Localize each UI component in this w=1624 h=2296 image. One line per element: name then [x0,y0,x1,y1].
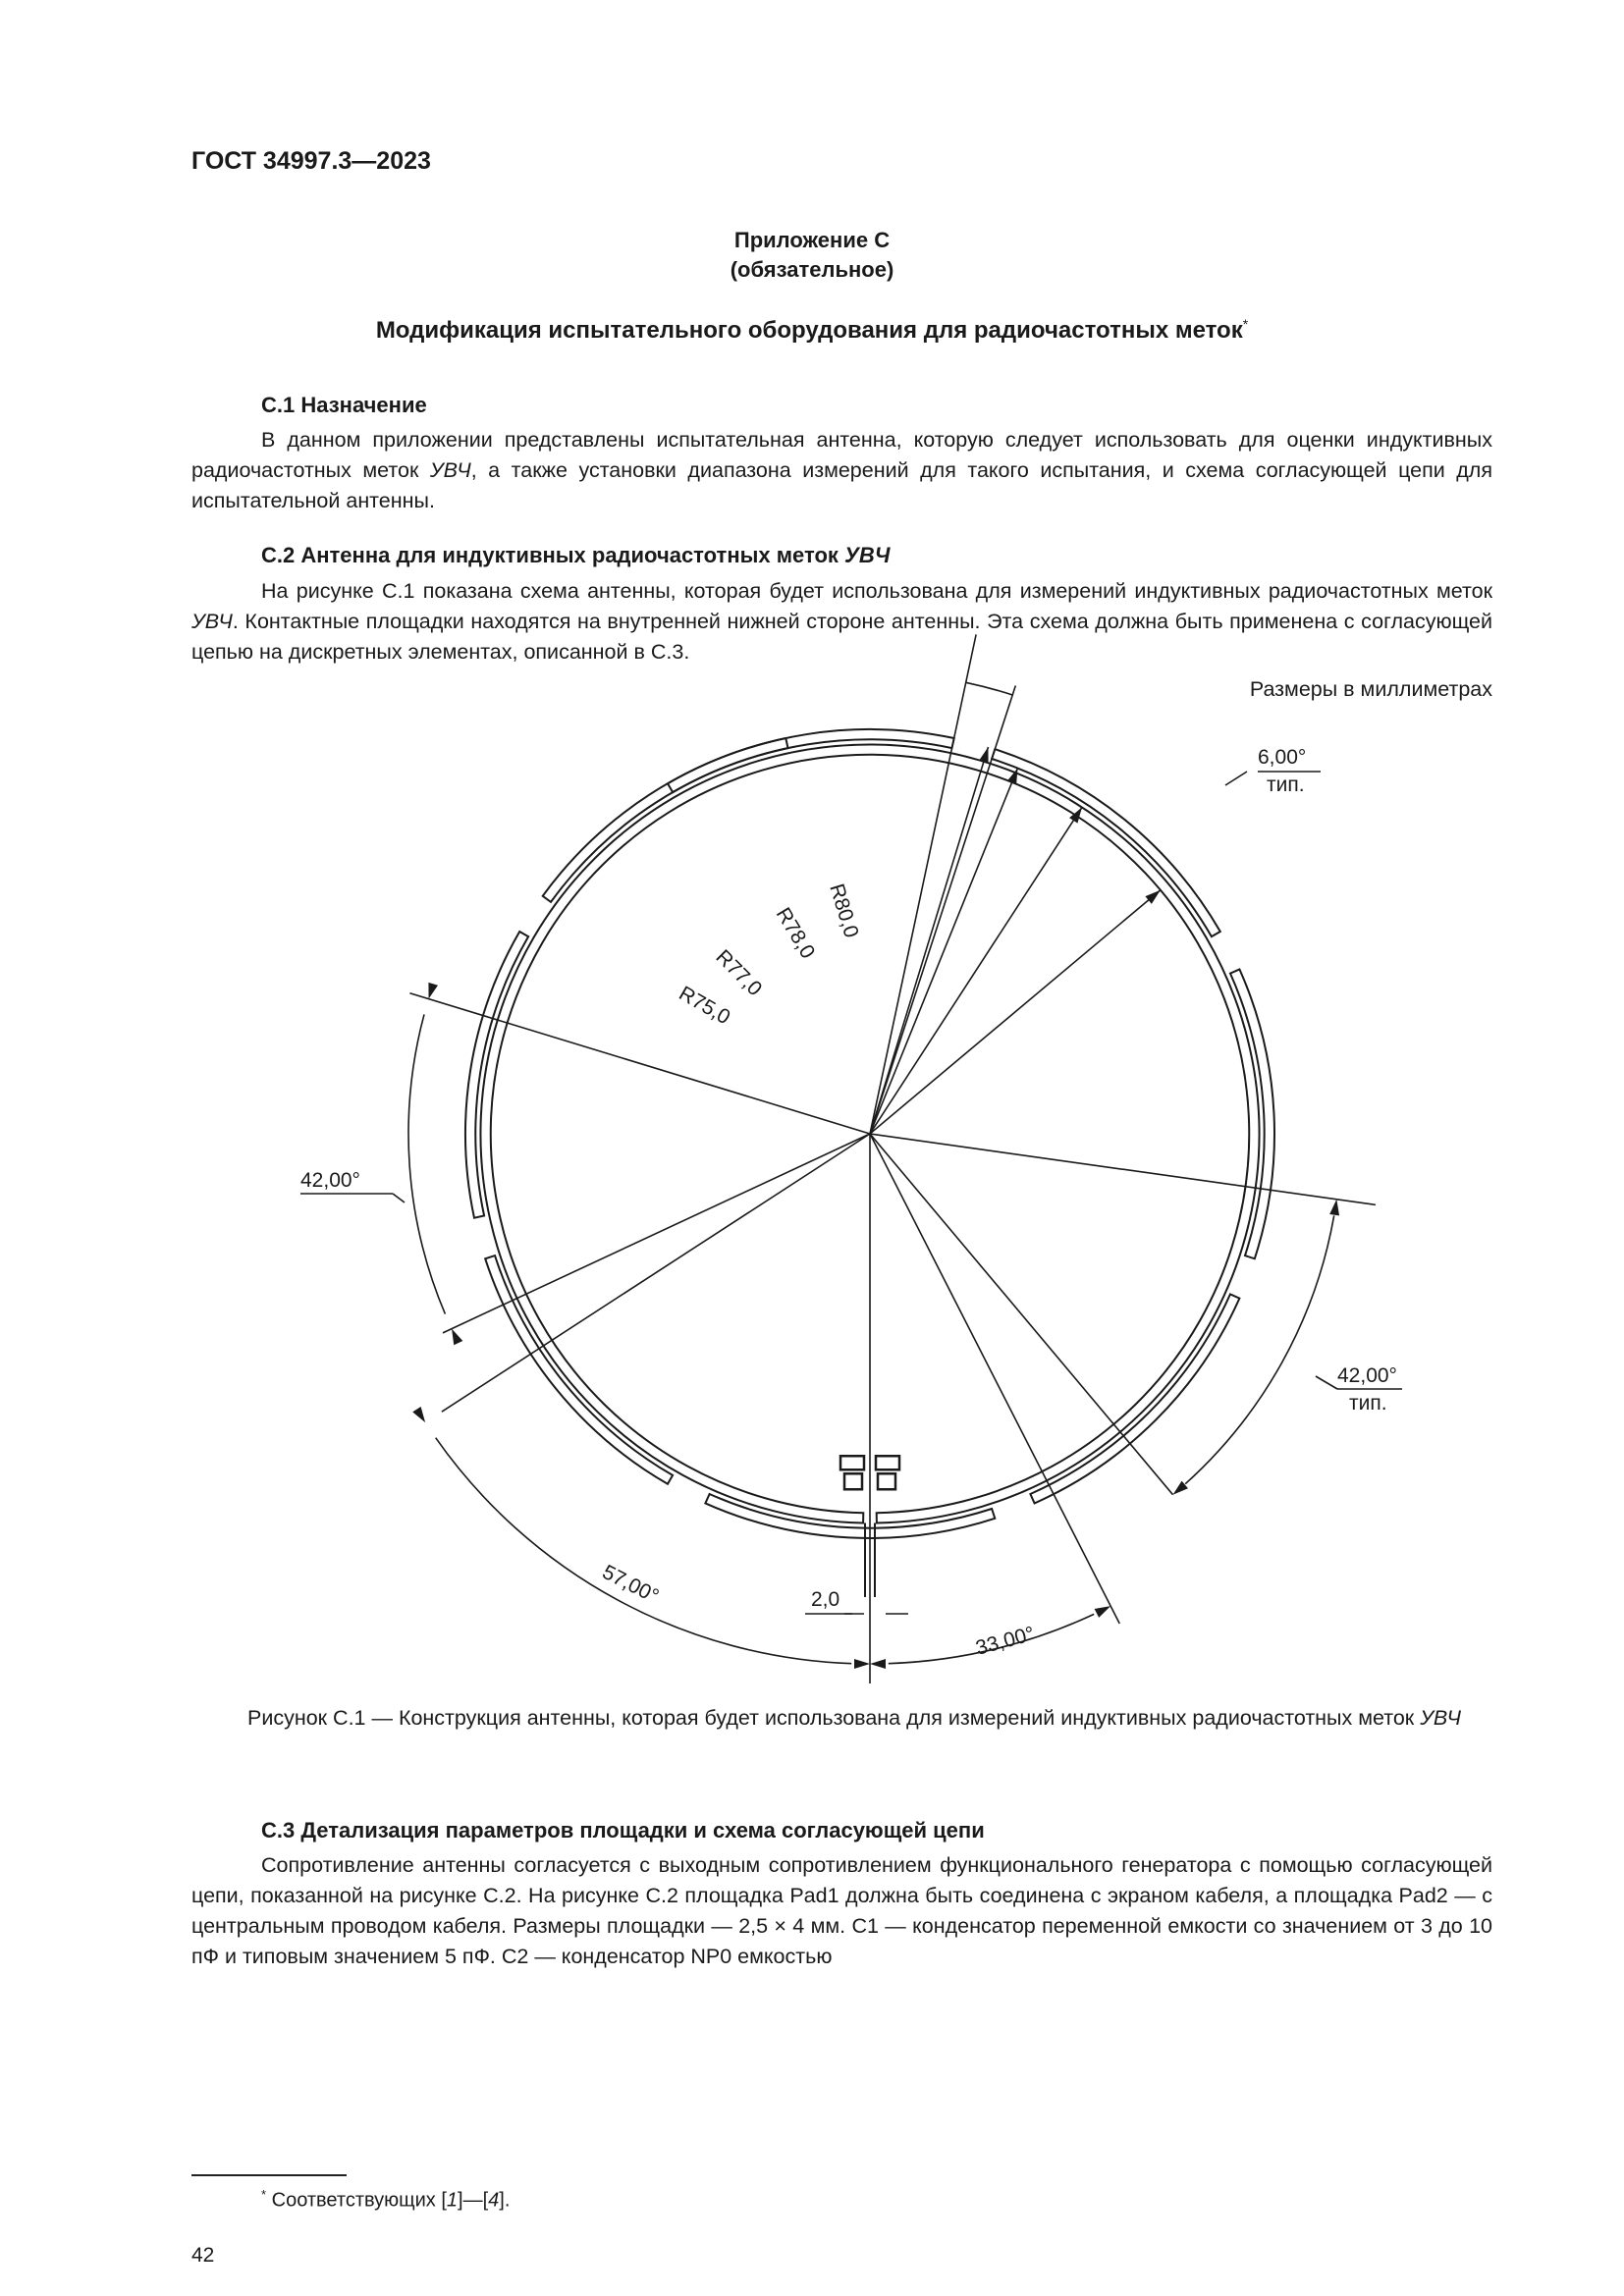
annex-label: Приложение С [733,228,891,252]
dim-arrow [428,983,438,999]
document-header: ГОСТ 34997.3—2023 [191,147,431,175]
dim-arrow [1329,1200,1339,1216]
radius-arrow [979,747,989,764]
radius-label-r75: R75,0 [675,982,734,1030]
dim-arrow [1095,1606,1111,1618]
c2-text-b: . Контактные площадки находятся на внутренней нижней стороне антенны. Эта схема должна быть применена с согласующей цепью на дискретных элементах, описанной в С.3. [191,610,1492,664]
footnote-separator [191,2174,347,2176]
footnote-mark-ref: * [261,2187,267,2202]
extension-line [870,1134,1173,1495]
radius-leader [870,747,988,1134]
radius-arrow [1069,807,1082,823]
dim-arc-left [408,1014,445,1313]
contact-pad [878,1473,895,1489]
extension-line [870,1134,1119,1624]
dim-arc-gap [966,682,1012,695]
section-c1-heading: С.1 Назначение [261,393,427,417]
label-leader [393,1194,405,1202]
radius-leader [870,807,1082,1134]
page-number: 42 [191,2244,215,2267]
footnote-text: Соответствующих [ [271,2189,447,2212]
pad-gap-label: 2,0 [811,1588,840,1611]
c2-text-a: На рисунке С.1 показана схема антенны, которая будет использована для измерений индуктивных радиочастотных меток [261,579,1492,603]
footnote [261,2187,510,2213]
radius-leader [870,769,1017,1134]
angle-label-left: 42,00° [300,1169,360,1192]
angle-label-bottom-right: 33,00° [973,1622,1038,1660]
contact-pad [840,1456,864,1469]
c1-text-em: УВЧ [429,458,471,482]
c2-text-em: УВЧ [191,610,233,633]
angle-label-gap-sub: тип. [1267,774,1305,796]
annex-status: (обязательное) [730,257,894,282]
label-leader [1225,772,1247,785]
footnote-ref-1: 1 [446,2189,459,2212]
angle-label-right: 42,00° [1337,1364,1397,1387]
footnote-ref-2: 4 [488,2189,500,2212]
extension-line [443,1134,870,1333]
radius-label-r78: R78,0 [771,903,820,963]
dim-arrow [854,1659,870,1669]
contact-pad [876,1456,899,1469]
footnote-end: ]. [499,2189,511,2212]
dim-arc-bottom-left [436,1438,852,1664]
caption-text: Рисунок С.1 — Конструкция антенны, которая будет использована для измерений индуктивных радиочастотных меток [246,1706,1421,1730]
extension-line [870,1134,1376,1204]
contact-pad [844,1473,862,1489]
extension-line [409,993,870,1134]
radius-label-r80: R80,0 [825,881,863,941]
c1-text-a: В данном приложении представлены испытательная антенна, которую следует использовать для оценки индуктивных радиочастотных меток [191,428,1492,482]
c1-text-b: , а также установки диапазона измерений для такого испытания, и схема согласующей цепи для испытательной антенны. [191,458,1492,512]
section-c3-heading: С.3 Детализация параметров площадки и схема согласующей цепи [261,1818,985,1842]
footnote-mark: * [1242,316,1249,332]
outer-segment [465,932,528,1218]
angle-label-gap: 6,00° [1258,746,1307,769]
outer-segment [705,1494,995,1538]
angle-label-right-sub: тип. [1349,1392,1387,1415]
outer-segment [1230,969,1274,1258]
c2-heading-text: С.2 Антенна для индуктивных радиочастотных меток [261,543,845,567]
footnote-mid: ]—[ [458,2189,489,2212]
label-leader [1316,1376,1337,1389]
annex-title-text: Модификация испытательного оборудования для радиочастотных меток [375,317,1243,344]
section-c3-paragraph: Сопротивление антенны согласуется с выходным сопротивлением функционального генератора с помощью согласующей цепи, показанной на рисунке С.2. На рисунке С.2 площадка Pad1 должна быть соединена с экраном кабеля, а площадка Pad2 — с центральным проводом кабеля. Размеры площадки — 2,5 × 4 мм. С1 — конденсатор переменной емкости со значением от 3 до 10 пФ и типовым значением 5 пФ. С2 — конденсатор NP0 емкостью [191,1853,1492,1968]
radius-label-r77: R77,0 [711,945,767,1001]
figure-caption [196,1703,1512,1734]
units-note: Размеры в миллиметрах [1249,677,1492,701]
dim-arrow [452,1329,462,1346]
dim-arrow [412,1407,425,1422]
caption-em: УВЧ [1420,1706,1462,1730]
outer-segment [668,729,954,792]
extension-line [870,685,1015,1134]
angle-label-bottom-left: 57,00° [598,1560,663,1609]
dim-arc-right [1185,1215,1334,1483]
dim-arrow [870,1659,886,1669]
c2-heading-em: УВЧ [844,543,891,567]
